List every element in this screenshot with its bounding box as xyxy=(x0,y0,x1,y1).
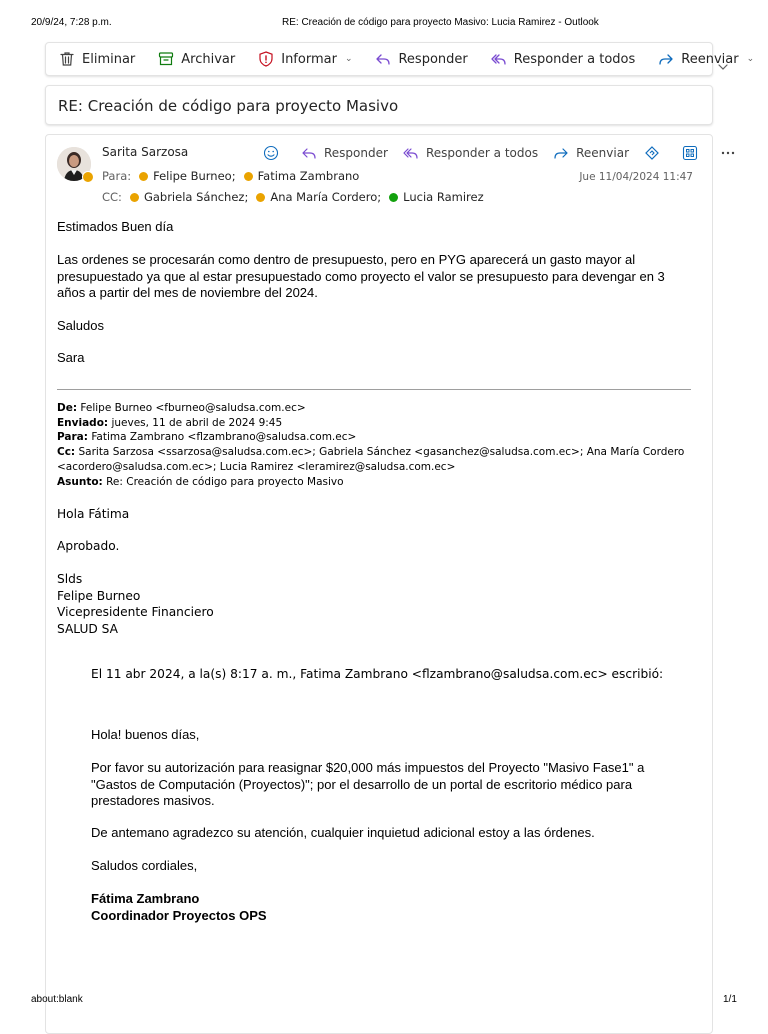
forward-label: Reenviar xyxy=(681,51,739,67)
presence-status-icon xyxy=(82,171,94,183)
reply-signature xyxy=(57,571,214,638)
signature-line: Vicepresidente Financiero xyxy=(57,605,214,620)
body-line: Las ordenes se procesarán como dentro de presupuesto, pero en PYG aparecerá un gasto mayor al xyxy=(57,252,636,267)
reply-button[interactable] xyxy=(374,50,467,68)
archive-icon xyxy=(157,50,175,68)
to-line xyxy=(102,169,359,183)
reply-all-icon xyxy=(402,145,420,161)
quoted-subject: Re: Creación de código para proyecto Masivo xyxy=(106,475,344,488)
message-actions xyxy=(262,145,757,161)
body-line: años a partir del mes de noviembre del 2024. xyxy=(57,285,318,300)
forward-button[interactable] xyxy=(552,145,629,161)
reply-icon xyxy=(374,50,392,68)
shield-alert-icon xyxy=(257,50,275,68)
quoted-to: Fatima Zambrano <flzambrano@saludsa.com.ec> xyxy=(91,431,357,444)
quote-sig-title: Coordinador Proyectos OPS xyxy=(91,908,267,923)
body-greeting: Estimados Buen día xyxy=(57,219,174,234)
cc-label: CC: xyxy=(102,190,122,204)
chevron-down-icon[interactable]: ⌄ xyxy=(344,54,353,64)
reply-all-button[interactable] xyxy=(490,50,636,68)
archive-button[interactable] xyxy=(157,50,235,68)
apps-button[interactable] xyxy=(681,145,705,161)
forward-button[interactable] xyxy=(657,50,754,68)
presence-away-icon xyxy=(130,193,139,202)
expand-chevron-icon[interactable] xyxy=(716,60,730,74)
sent-label: Enviado: xyxy=(57,416,109,429)
presence-away-icon xyxy=(244,172,253,181)
archive-label: Archivar xyxy=(181,51,236,67)
reply-label: Responder xyxy=(324,146,388,160)
message-toolbar xyxy=(45,42,755,76)
reply-all-icon xyxy=(490,50,508,68)
body-closing: Saludos xyxy=(57,318,104,333)
more-options-button[interactable] xyxy=(719,145,743,161)
body-line: presupuestado ya que al estar presupuestado como proyecto el valor se presupuesto para devengar en 3 xyxy=(57,268,665,284)
signature-line: Slds xyxy=(57,572,83,586)
to-label: Para: xyxy=(57,431,88,444)
delete-label: Eliminar xyxy=(82,51,136,67)
cc-label: Cc: xyxy=(57,446,76,459)
quote-paragraph-2: De antemano agradezco su atención, cualquier inquietud adicional estoy a las órdenes. xyxy=(91,825,595,840)
apps-grid-icon xyxy=(681,145,699,161)
body-paragraph xyxy=(57,252,707,302)
report-label: Informar xyxy=(281,51,337,67)
reply-button[interactable] xyxy=(300,145,388,161)
recipient[interactable]: Gabriela Sánchez; xyxy=(143,190,249,204)
divider xyxy=(57,389,691,390)
forward-icon xyxy=(657,50,675,68)
quote-sig-name: Fátima Zambrano xyxy=(91,891,200,906)
chevron-down-icon[interactable]: ⌄ xyxy=(746,54,755,64)
delete-button[interactable] xyxy=(58,50,135,68)
quoted-header xyxy=(57,401,697,489)
reply-approved: Aprobado. xyxy=(57,539,120,553)
reply-all-label: Responder a todos xyxy=(513,51,636,67)
quote-greeting: Hola! buenos días, xyxy=(91,727,200,742)
print-datetime: 20/9/24, 7:28 p.m. xyxy=(31,17,112,28)
message-date: Jue 11/04/2024 11:47 xyxy=(579,171,693,183)
to-label: Para: xyxy=(102,169,132,183)
quote-line: prestadores masivos. xyxy=(91,793,215,808)
subject-card xyxy=(45,85,713,125)
forward-label: Reenviar xyxy=(576,146,630,160)
subject-title: RE: Creación de código para proyecto Masivo xyxy=(58,97,399,115)
smiley-icon xyxy=(262,145,280,161)
print-url: about:blank xyxy=(31,994,83,1005)
signature-line: Felipe Burneo xyxy=(57,588,141,603)
presence-available-icon xyxy=(389,193,398,202)
more-horizontal-icon xyxy=(719,145,737,161)
presence-away-icon xyxy=(139,172,148,181)
quoted-cc-cont: <acordero@saludsa.com.ec>; Lucia Ramirez <leramirez@saludsa.com.ec> xyxy=(57,460,456,473)
recipient[interactable]: Lucia Ramirez xyxy=(403,190,484,204)
loop-button[interactable] xyxy=(643,145,667,161)
presence-away-icon xyxy=(256,193,265,202)
emoji-button[interactable] xyxy=(262,145,286,161)
print-doc-title: RE: Creación de código para proyecto Masivo: Lucia Ramirez - Outlook xyxy=(282,17,599,28)
from-label: De: xyxy=(57,402,78,414)
forward-icon xyxy=(552,145,570,161)
quoted-cc: Sarita Sarzosa <ssarzosa@saludsa.com.ec>; Gabriela Sánchez <gasanchez@saludsa.com.ec>; Ana María Cordero xyxy=(78,446,685,459)
body-signature: Sara xyxy=(57,350,85,365)
cc-line xyxy=(102,190,484,204)
quoted-sent: jueves, 11 de abril de 2024 9:45 xyxy=(111,416,283,429)
reply-all-label: Responder a todos xyxy=(425,146,539,160)
subject-label: Asunto: xyxy=(57,475,103,488)
recipient[interactable]: Fatima Zambrano xyxy=(257,169,360,183)
recipient[interactable]: Ana María Cordero; xyxy=(270,190,382,204)
report-button[interactable] xyxy=(257,50,352,68)
sender-name[interactable]: Sarita Sarzosa xyxy=(102,145,189,159)
reply-label: Responder xyxy=(398,51,468,67)
quoted-from: Felipe Burneo <fburneo@saludsa.com.ec> xyxy=(80,402,306,414)
loop-icon xyxy=(643,145,661,161)
reply-icon xyxy=(300,145,318,161)
quote-attribution: El 11 abr 2024, a la(s) 8:17 a. m., Fatima Zambrano <flzambrano@saludsa.com.ec> escribió: xyxy=(91,667,664,681)
quote-paragraph xyxy=(91,760,691,810)
reply-all-button[interactable] xyxy=(402,145,538,161)
trash-icon xyxy=(58,50,76,68)
quote-closing: Saludos cordiales, xyxy=(91,858,198,873)
quote-line: Por favor su autorización para reasignar $20,000 más impuestos del Proyecto "Masivo Fase1" a xyxy=(91,760,645,775)
quote-line: "Gastos de Computación (Proyectos)"; por el desarrollo de un portal de escritorio médico para xyxy=(91,776,633,792)
signature-line: SALUD SA xyxy=(57,622,118,637)
reply-greeting: Hola Fátima xyxy=(57,507,130,521)
print-page: 1/1 xyxy=(723,994,737,1005)
recipient[interactable]: Felipe Burneo; xyxy=(153,169,236,183)
